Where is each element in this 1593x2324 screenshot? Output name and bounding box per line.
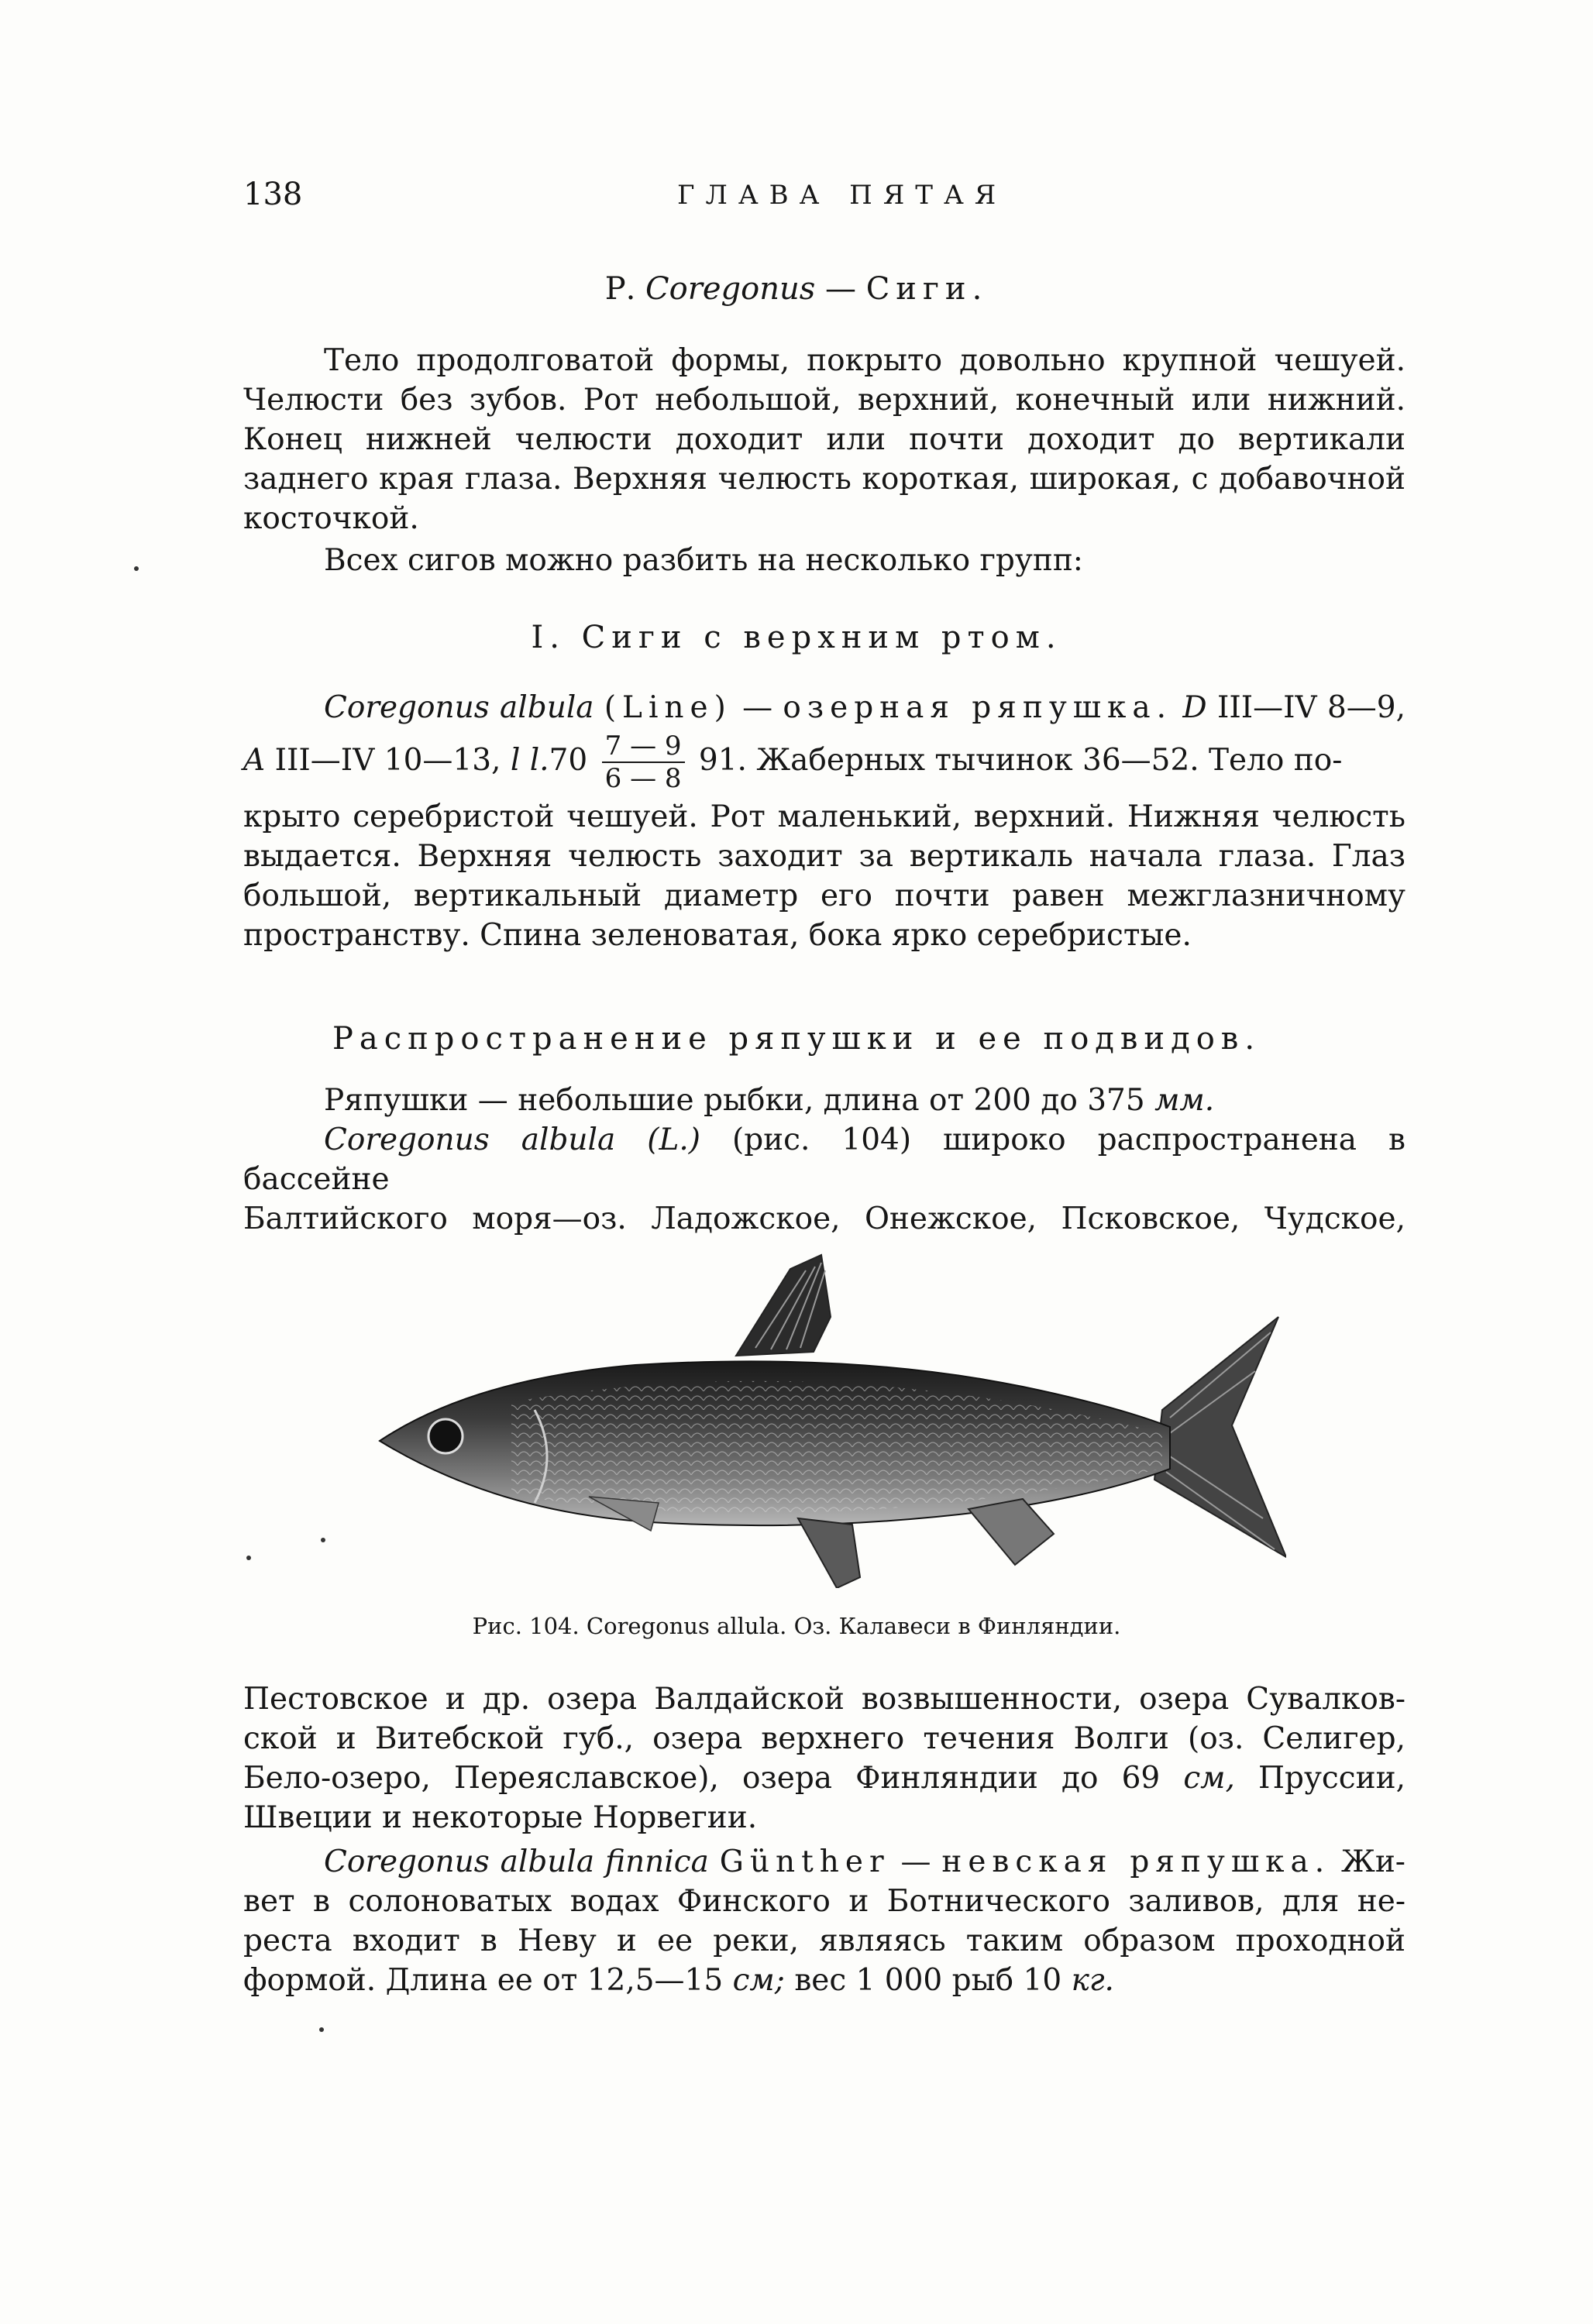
distribution-continued xyxy=(243,1679,1405,1838)
species-common-name: невская ряпушка. xyxy=(941,1844,1331,1879)
print-speck xyxy=(134,566,139,571)
page-number: 138 xyxy=(243,177,303,212)
text-line: вет в солоноватых водах Финского и Ботнического заливов, для не- xyxy=(243,1884,1405,1919)
text-line: Челюсти без зубов. Рот небольшой, верхний, конечный или нижний. xyxy=(243,383,1405,418)
text-line: пространству. Спина зеленоватая, бока ярко серебристые. xyxy=(243,918,1192,953)
species-dash: — xyxy=(889,1844,942,1879)
text-line: ской и Витебской губ., озера верхнего течения Волги (оз. Селигер, xyxy=(243,1721,1405,1756)
fraction-numerator: 7 — 9 xyxy=(602,731,685,763)
text-line xyxy=(243,1842,1405,1882)
page-header xyxy=(243,177,1405,223)
text-line: Балтийского моря—оз. Ладожское, Онежское, Псковское, Чудское, xyxy=(243,1202,1405,1236)
formula-a: III—IV 10—13, xyxy=(274,743,501,778)
pelvic-fin xyxy=(798,1518,860,1588)
formula-continuation: 91. Жаберных тычинок 36—52. Тело по- xyxy=(698,743,1343,778)
scale-fraction xyxy=(602,731,685,794)
text-line xyxy=(243,1081,1405,1120)
print-speck xyxy=(246,1556,251,1560)
fish-image xyxy=(356,1224,1286,1588)
distribution-text xyxy=(243,1081,1405,1239)
species-author: Günther xyxy=(719,1844,890,1879)
species-albula-entry xyxy=(243,688,1405,955)
species-unit: кг. xyxy=(1071,1963,1114,1998)
group-heading: I. Сиги с верхним ртом. xyxy=(531,620,1062,655)
dist-text: Ряпушки — небольшие рыбки, длина от 200 до 375 xyxy=(324,1083,1145,1118)
section-russian: Сиги. xyxy=(865,271,989,307)
species-finnica-entry xyxy=(243,1842,1405,2000)
dist-unit: см, xyxy=(1183,1761,1235,1796)
distribution-heading: Распространение ряпушки и ее подвидов. xyxy=(332,1021,1261,1057)
section-dash: — xyxy=(815,271,866,307)
text-line: Пестовское и др. озера Валдайской возвышенности, озера Сувалков- xyxy=(243,1682,1405,1717)
text-line: Швеции и некоторые Норвегии. xyxy=(243,1800,758,1835)
paragraph-body-description xyxy=(243,341,1405,538)
text-line: выдается. Верхняя челюсть заходит за вертикаль начала глаза. Глаз xyxy=(243,839,1405,874)
species-latin: Coregonus albula xyxy=(324,690,594,725)
dist-text: Бело-озеро, Переяславское), озера Финляндии до 69 xyxy=(243,1761,1161,1796)
text-line: Конец нижней челюсти доходит или почти доходит до вертикали xyxy=(243,422,1405,457)
section-prefix: Р. xyxy=(604,271,636,307)
section-title xyxy=(0,271,1593,307)
formula-ll-label: l l. xyxy=(510,743,549,778)
text-line xyxy=(243,1120,1405,1199)
text-line: крыто серебристой чешуей. Рот маленький, верхний. Нижняя челюсть xyxy=(243,799,1405,834)
text-line: большой, вертикальный диаметр его почти равен межглазничному xyxy=(243,878,1405,913)
text-line: Всех сигов можно разбить на несколько групп: xyxy=(324,543,1083,578)
section-latin: Coregonus xyxy=(645,271,816,307)
species-latin: Coregonus albula xyxy=(324,1122,616,1157)
species-text: вес 1 000 рыб 10 xyxy=(794,1963,1062,1998)
species-text: Жи- xyxy=(1341,1844,1405,1879)
text-line: Тело продолговатой формы, покрыто довольно крупной чешуей. xyxy=(324,343,1405,378)
fish-illustration xyxy=(356,1224,1286,1588)
tail-fin xyxy=(1154,1317,1286,1557)
formula-d-label: D xyxy=(1182,690,1207,725)
figure-caption: Рис. 104. Coregonus allula. Оз. Калавеси в Финляндии. xyxy=(472,1613,1121,1639)
dist-text: (рис. 104) широко распространена в бассейне xyxy=(243,1122,1405,1197)
anal-fin xyxy=(969,1499,1054,1565)
running-head: ГЛАВА ПЯТАЯ xyxy=(677,180,1007,211)
print-speck xyxy=(319,2027,324,2032)
formula-ll-value: 70 xyxy=(549,743,588,778)
species-author: (Line) xyxy=(604,690,732,725)
text-line-formula xyxy=(243,731,1405,794)
species-author: (L.) xyxy=(647,1122,700,1157)
fish-eye xyxy=(428,1419,463,1453)
print-speck xyxy=(321,1538,325,1542)
species-dash: — xyxy=(731,690,783,725)
text-line xyxy=(243,688,1405,727)
fraction-denominator: 6 — 8 xyxy=(604,763,682,794)
text-line: реста входит в Неву и ее реки, являясь таким образом проходной xyxy=(243,1923,1405,1958)
dist-text: Пруссии, xyxy=(1258,1761,1405,1796)
formula-a-label: A xyxy=(243,743,266,778)
text-line: косточкой. xyxy=(243,501,419,536)
species-common-name: озерная ряпушка. xyxy=(783,690,1173,725)
species-text: формой. Длина ее от 12,5—15 xyxy=(243,1963,724,1998)
text-line xyxy=(243,1961,1405,2000)
paragraph-groups xyxy=(243,541,1405,580)
text-line xyxy=(243,1758,1405,1798)
species-latin: Coregonus albula finnica xyxy=(324,1844,709,1879)
dist-unit: мм. xyxy=(1154,1083,1215,1118)
text-line: заднего края глаза. Верхняя челюсть короткая, широкая, с добавочной xyxy=(243,462,1405,497)
formula-d: III—IV 8—9, xyxy=(1216,690,1406,725)
species-unit: см; xyxy=(732,1963,785,1998)
